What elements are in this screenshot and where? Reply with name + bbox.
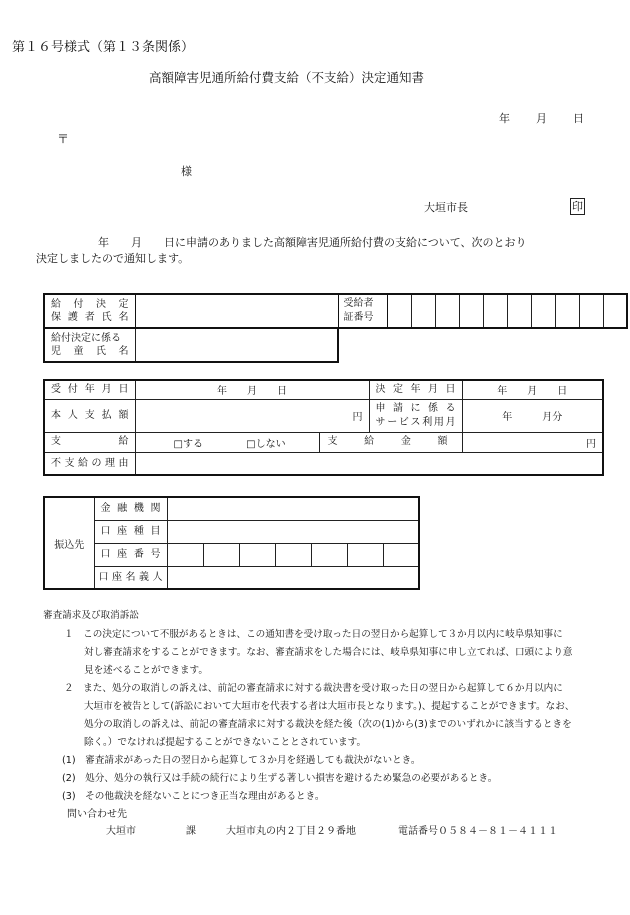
recipient-number-digit[interactable] [387, 294, 411, 328]
account-number-label: 口座番号 [94, 543, 167, 566]
account-holder-label: 口座名義人 [94, 566, 167, 589]
recipient-number-digit[interactable] [411, 294, 435, 328]
seal-mark: 印 [572, 200, 583, 213]
self-pay-label: 本人支払額 [44, 399, 135, 432]
reason-label: 不支給の理由 [44, 452, 135, 475]
recipient-number-digit[interactable] [483, 294, 507, 328]
transfer-label: 振込先 [44, 497, 94, 589]
child-name-label: 給付決定に係る 児童氏名 [44, 328, 135, 362]
contact-address: 大垣市丸の内２丁目２９番地 [226, 826, 356, 837]
account-number-digit[interactable] [311, 543, 347, 566]
honorific: 様 [181, 165, 192, 178]
payment-amount-label: 支給金額 [319, 432, 462, 452]
account-number-digit[interactable] [167, 543, 203, 566]
notes-line: 除く。）でなければ提起することができないこととされています。 [84, 737, 367, 748]
option-pay-checkbox[interactable]: □する [173, 438, 203, 450]
receipt-date-label: 受付年月日 [44, 380, 135, 399]
notes-line: ２ また、処分の取消しの訴えは、前記の審査請求に対する裁決書を受け取った日の翌日から起算して６か月以内に [64, 683, 563, 694]
payment-options [135, 432, 319, 452]
notes-heading: 審査請求及び取消訴訟 [43, 610, 139, 621]
recipient-table [43, 293, 628, 363]
contact-section: 課 [186, 826, 196, 837]
decision-date-value[interactable]: 年 月 日 [462, 380, 603, 399]
account-holder-field[interactable] [167, 566, 419, 589]
recipient-number-digit[interactable] [579, 294, 603, 328]
payment-label: 支 給 [44, 432, 135, 452]
service-month-label: 申請に係る サービス利用月 [369, 399, 462, 432]
postal-mark: 〒 [57, 132, 70, 146]
bank-field[interactable] [167, 497, 419, 520]
contact-city: 大垣市 [106, 826, 136, 837]
transfer-table [43, 496, 420, 590]
notes-line: 処分の取消しの訴えは、前記の審査請求に対する裁決を経た後（次の(1)から(3)までのいずれかに該当するときを [84, 719, 572, 730]
recipient-number-digit[interactable] [603, 294, 627, 328]
notes-line: (2) 処分、処分の執行又は手続の続行により生ずる著しい損害を避けるため緊急の必要があるとき。 [62, 773, 498, 784]
date-year: 年 [499, 112, 510, 125]
service-month-value[interactable]: 年 月分 [462, 399, 603, 432]
contact-heading: 問い合わせ先 [67, 809, 127, 820]
decision-date-label: 決定年月日 [369, 380, 462, 399]
notes-line: 対し審査請求をすることができます。なお、審査請求をした場合には、岐阜県知事に申し立てれば、口頭により意 [84, 647, 573, 658]
guardian-name-field[interactable] [135, 294, 338, 328]
recipient-number-digit[interactable] [507, 294, 531, 328]
notes-line: 大垣市を被告として(訴訟において大垣市を代表する者は大垣市長となります。)、提起することができます。なお、 [84, 701, 575, 712]
account-number-digit[interactable] [347, 543, 383, 566]
intro-line-1: 年 月 日に申請のありました高額障害児通所給付費の支給について、次のとおり [98, 236, 527, 249]
guardian-name-label: 給付決定 保護者氏名 [44, 294, 135, 328]
recipient-number-digit[interactable] [459, 294, 483, 328]
notes-line: (3) その他裁決を経ないことにつき正当な理由があるとき。 [62, 791, 325, 802]
mayor-title: 大垣市長 [424, 201, 468, 214]
notes-line: 見を述べることができます。 [84, 665, 208, 676]
child-name-field[interactable] [135, 328, 338, 362]
account-type-field[interactable] [167, 520, 419, 543]
account-number-digit[interactable] [383, 543, 419, 566]
receipt-date-value[interactable]: 年 月 日 [135, 380, 369, 399]
recipient-number-digit[interactable] [555, 294, 579, 328]
notes-line: １ この決定について不服があるときは、この通知書を受け取った日の翌日から起算して３か月以内に岐阜県知事に [64, 629, 563, 640]
payment-table [43, 379, 604, 476]
date-day: 日 [573, 112, 584, 125]
payment-amount-value[interactable]: 円 [462, 432, 603, 452]
notes-line: (1) 審査請求があった日の翌日から起算して３か月を経過しても裁決がないとき。 [62, 755, 421, 766]
date-month: 月 [536, 112, 547, 125]
option-nopay-checkbox[interactable]: □しない [246, 438, 286, 450]
bank-label: 金融機関 [94, 497, 167, 520]
account-number-digit[interactable] [275, 543, 311, 566]
contact-phone: 電話番号０５８４－８１－４１１１ [398, 826, 558, 837]
intro-line-2: 決定しましたので通知します。 [36, 252, 190, 265]
account-number-digit[interactable] [239, 543, 275, 566]
recipient-number-digit[interactable] [531, 294, 555, 328]
account-type-label: 口座種目 [94, 520, 167, 543]
reason-field[interactable] [135, 452, 603, 475]
self-pay-amount[interactable]: 円 [135, 399, 369, 432]
document-title: 高額障害児通所給付費支給（不支給）決定通知書 [149, 70, 425, 85]
account-number-digit[interactable] [203, 543, 239, 566]
recipient-number-digit[interactable] [435, 294, 459, 328]
form-number: 第１６号様式（第１３条関係） [12, 40, 195, 55]
recipient-number-label: 受給者 証番号 [338, 294, 387, 328]
